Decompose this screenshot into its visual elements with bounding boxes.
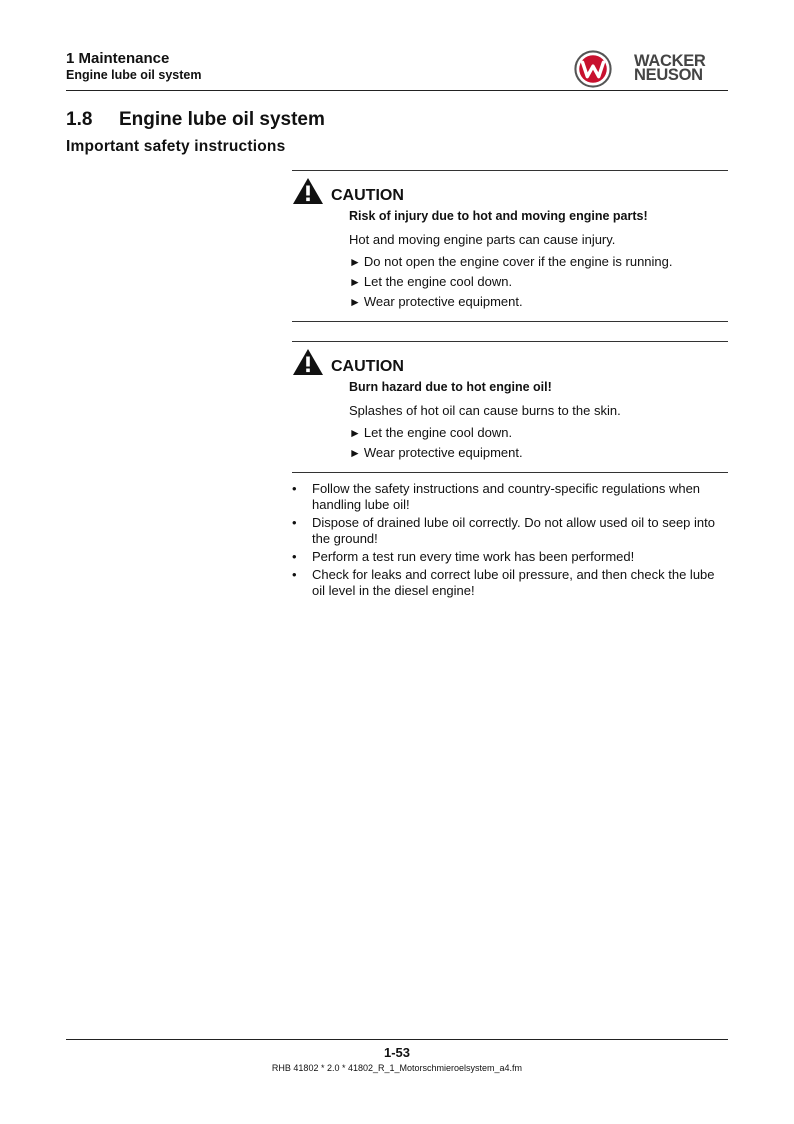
list-item-text: Perform a test run every time work has been performed! — [312, 549, 635, 564]
logo-line-2: NEUSON — [634, 66, 703, 84]
caution-step — [349, 274, 673, 294]
caution-label: CAUTION — [331, 187, 404, 204]
warning-triangle-icon — [292, 348, 324, 376]
bullet-icon: • — [292, 567, 297, 582]
bullet-icon: • — [292, 549, 297, 564]
caution-steps — [349, 425, 523, 465]
logo-line-1: WACKER — [634, 52, 706, 70]
warning-triangle-icon — [292, 177, 324, 205]
section-number: 1.8 — [66, 109, 93, 130]
caution-box — [292, 170, 728, 322]
caution-step — [349, 254, 673, 274]
bullet-icon: • — [292, 515, 297, 530]
list-item — [290, 567, 730, 599]
arrow-right-icon: ► — [349, 255, 361, 269]
caution-label: CAUTION — [331, 358, 404, 375]
footer-divider — [66, 1039, 728, 1040]
caution-step — [349, 425, 523, 445]
section-title-text: Engine lube oil system — [119, 109, 325, 130]
subchapter-title: Engine lube oil system — [66, 68, 202, 82]
list-item-text: Check for leaks and correct lube oil pressure, and then check the lube oil level in the diesel engine! — [312, 567, 715, 598]
arrow-right-icon: ► — [349, 295, 361, 309]
header-divider — [66, 90, 728, 91]
step-text: Let the engine cool down. — [363, 274, 513, 289]
list-item-text: Follow the safety instructions and country-specific regulations when handling lube oil! — [312, 481, 701, 512]
caution-heading: Burn hazard due to hot engine oil! — [349, 380, 552, 394]
page-number: 1-53 — [383, 1045, 411, 1060]
arrow-right-icon: ► — [349, 275, 361, 289]
list-item — [290, 481, 730, 513]
section-subtitle: Important safety instructions — [66, 138, 286, 155]
caution-step — [349, 445, 523, 465]
step-text: Do not open the engine cover if the engine is running. — [363, 254, 673, 269]
safety-bullet-list — [290, 481, 730, 601]
chapter-title: 1 Maintenance — [66, 50, 170, 67]
footer-file-info: RHB 41802 * 2.0 * 41802_R_1_Motorschmieroelsystem_a4.fm — [271, 1063, 523, 1073]
step-text: Wear protective equipment. — [363, 445, 523, 460]
bullet-icon: • — [292, 481, 297, 496]
wacker-neuson-logo-icon — [574, 50, 612, 88]
caution-heading: Risk of injury due to hot and moving engine parts! — [349, 209, 648, 223]
caution-steps — [349, 254, 673, 314]
list-item-text: Dispose of drained lube oil correctly. Do not allow used oil to seep into the ground! — [312, 515, 715, 546]
caution-step — [349, 294, 673, 314]
list-item — [290, 549, 730, 565]
step-text: Wear protective equipment. — [363, 294, 523, 309]
caution-description: Hot and moving engine parts can cause injury. — [349, 232, 616, 247]
arrow-right-icon: ► — [349, 426, 361, 440]
brand-logo-text — [634, 54, 724, 82]
list-item — [290, 515, 730, 547]
caution-box — [292, 341, 728, 473]
section-title — [66, 109, 325, 131]
caution-description: Splashes of hot oil can cause burns to the skin. — [349, 403, 621, 418]
step-text: Let the engine cool down. — [363, 425, 513, 440]
arrow-right-icon: ► — [349, 446, 361, 460]
